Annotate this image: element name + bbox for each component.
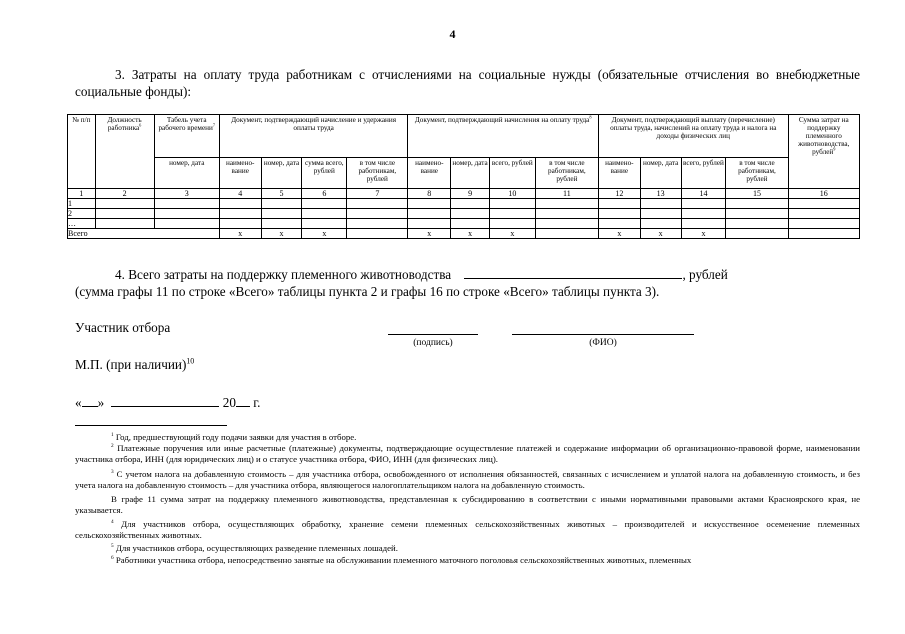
row-number: 1 (68, 199, 96, 209)
sub-a-sum: сумма всего, рублей (302, 158, 347, 189)
header-doc-accrual: Документ, подтверждающий начисление и удержания оплаты труда (219, 115, 408, 158)
x-mark: x (219, 229, 261, 239)
col-num: 14 (681, 189, 726, 199)
x-mark: x (489, 229, 535, 239)
seal-label: М.П. (при наличии)$^{10}$ (75, 356, 195, 372)
name-line[interactable] (512, 334, 694, 335)
month-field[interactable] (111, 394, 219, 407)
page-number: 4 (449, 27, 456, 41)
section-4-total: 4. Всего затраты на поддержку племенного животноводства , рублей (сумма графы 11 по строке «Всего» таблицы пункта 2 и графы 16 по строке «Всего» таблицы пункта 3). (75, 267, 728, 299)
table-row (68, 209, 860, 219)
footnote-6: $^6$ Работники участника отбора, непосредственно занятые на обслуживании племенного маточного поголовья сельскохозяйственных животных, племенных (111, 555, 692, 565)
footnote-4: $^4$ Для участников отбора, осуществляющих обработку, хранение семени племенных сельскохозяйственных животных – производителей и искусственное осеменение племенных сельскохозяйственных животных. (75, 519, 860, 540)
sub-b-workers: в том числе работникам, рублей (535, 158, 598, 189)
x-mark: x (261, 229, 302, 239)
x-mark: x (408, 229, 451, 239)
footnote-separator (75, 425, 227, 426)
header-position: Должность работника$^6$ (95, 115, 154, 189)
sub-b-number: номер, дата (451, 158, 490, 189)
header-total-costs: Сумма затрат на поддержку племенного животноводства, рублей$^9$ (788, 115, 859, 189)
col-num: 4 (219, 189, 261, 199)
signature-line[interactable] (388, 334, 478, 335)
col-num: 13 (640, 189, 681, 199)
table-subheader-row (68, 158, 860, 189)
day-field[interactable] (82, 394, 98, 407)
sub-c-name: наимено-вание (598, 158, 640, 189)
labor-costs-table (67, 114, 860, 239)
col-num: 3 (154, 189, 219, 199)
col-num: 8 (408, 189, 451, 199)
col-num: 9 (451, 189, 490, 199)
signature-caption: (подпись) (413, 338, 453, 348)
col-num: 11 (535, 189, 598, 199)
col-num: 10 (489, 189, 535, 199)
sub-timesheet: номер, дата (154, 158, 219, 189)
sub-a-name: наимено-вание (219, 158, 261, 189)
date-line: « » 20 г. (75, 395, 261, 410)
section-3-heading: 3. Затраты на оплату труда работникам с отчислениями на социальные нужды (обязательные отчисления во внебюджетные социальные фонды): (75, 67, 860, 99)
header-timesheet: Табель учета рабочего времени$^7$ (154, 115, 219, 158)
x-mark: x (681, 229, 726, 239)
table-row (68, 219, 860, 229)
sub-b-name: наимено-вание (408, 158, 451, 189)
col-num: 16 (788, 189, 859, 199)
footnote-3: $^3$ С учетом налога на добавленную стоимость – для участника отбора, освобожденного от исполнения обязанностей, связанных с исчислением и уплатой налога на добавленную стоимость, и без учета налога на добавленную стоимость – для участника отбора, являющегося налогоплательщиком налога на добавленную стоимость. (75, 469, 860, 490)
header-doc-payroll: Документ, подтверждающий начисления на оплату труда$^8$ (408, 115, 599, 158)
row-number: … (68, 219, 96, 229)
sub-c-total: всего, рублей (681, 158, 726, 189)
footnote-1: $^1$ Год, предшествующий году подачи заявки для участия в отборе. (111, 432, 357, 442)
footnote-5: $^5$ Для участников отбора, осуществляющих разведение племенных лошадей. (111, 543, 398, 553)
row-number: 2 (68, 209, 96, 219)
header-no: № п/п (68, 115, 96, 189)
sub-a-workers: в том числе работникам, рублей (347, 158, 408, 189)
x-mark: x (302, 229, 347, 239)
sub-a-number: номер, дата (261, 158, 302, 189)
col-num: 1 (68, 189, 96, 199)
x-mark: x (598, 229, 640, 239)
year-field[interactable] (236, 394, 250, 407)
col-num: 15 (726, 189, 788, 199)
x-mark: x (451, 229, 490, 239)
column-numbers-row (68, 189, 860, 199)
sub-c-number: номер, дата (640, 158, 681, 189)
sub-b-total: всего, рублей (489, 158, 535, 189)
sub-c-workers: в том числе работникам, рублей (726, 158, 788, 189)
col-num: 2 (95, 189, 154, 199)
table-total-row (68, 229, 860, 239)
footnote-2: $^2$ Платежные поручения или иные расчетные (платежные) документы, подтверждающие осуществление платежей и содержание информации об организационно-правовой форме, наименовании участника отбора, ИНН (для юридических лиц) и о статусе участника отбора, ФИО, ИНН (для физических лиц). (75, 443, 860, 464)
footnote-3-note: В графе 11 сумма затрат на поддержку племенного животноводства, представленная к субсидированию в соответствии с иными нормативными правовыми актами Красноярского края, не указывается. (75, 494, 860, 515)
participant-label: Участник отбора (75, 320, 171, 335)
name-caption: (ФИО) (589, 338, 617, 348)
header-doc-payment: Документ, подтверждающий выплату (перечисление) оплаты труда, начислений на оплату труда и налога на доходы физических лиц (598, 115, 788, 158)
total-label: Всего (68, 229, 220, 239)
col-num: 6 (302, 189, 347, 199)
col-num: 12 (598, 189, 640, 199)
x-mark: x (640, 229, 681, 239)
col-num: 7 (347, 189, 408, 199)
table-row (68, 199, 860, 209)
total-amount-field[interactable] (464, 266, 682, 279)
col-num: 5 (261, 189, 302, 199)
table-header-row (68, 115, 860, 158)
